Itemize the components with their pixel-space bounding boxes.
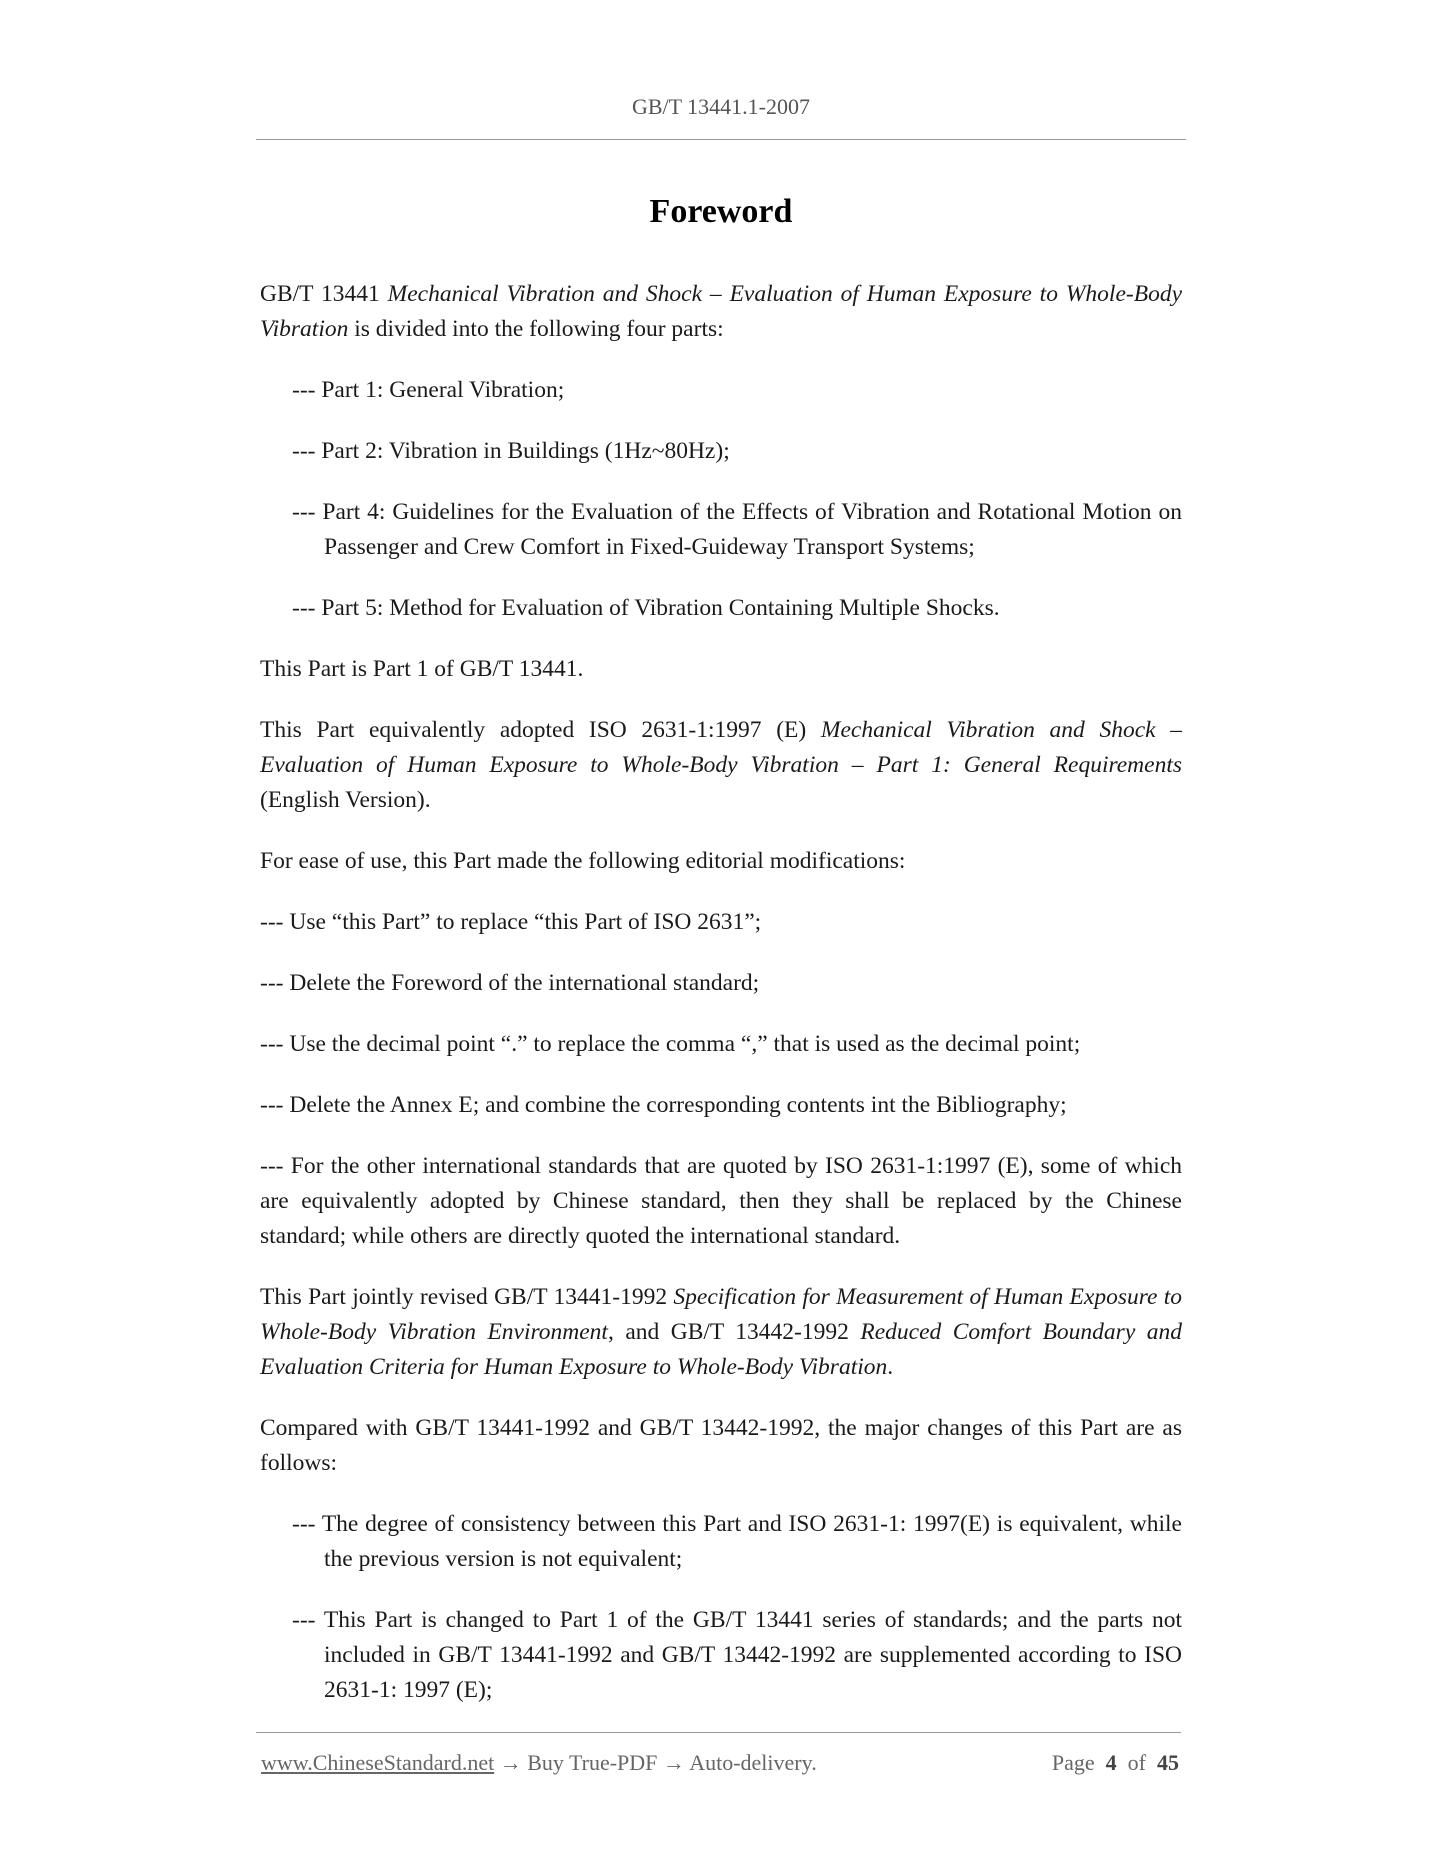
auto-delivery-text: Auto-delivery. [689, 1750, 817, 1775]
parts-list-item: --- Part 2: Vibration in Buildings (1Hz~80Hz); [292, 438, 730, 464]
buy-pdf-text: Buy True-PDF [527, 1750, 658, 1775]
current-page: 4 [1105, 1750, 1117, 1775]
arrow-right-icon: → [662, 1750, 685, 1775]
adoption-paragraph: This Part equivalently adopted ISO 2631-1:1997 (E) Mechanical Vibration and Shock – Evaluation of Human Exposure to Whole-Body Vibration – Part 1: General Requirements (English Version). [260, 717, 1182, 813]
total-pages: 45 [1157, 1750, 1179, 1775]
parts-list-item: --- Part 4: Guidelines for the Evaluation of the Effects of Vibration and Rotational Motion on Passenger and Crew Comfort in Fixed-Guideway Transport Systems; [292, 499, 1182, 560]
website-link[interactable]: www.ChineseStandard.net [261, 1750, 495, 1775]
modification-item: --- Delete the Annex E; and combine the corresponding contents int the Bibliography; [260, 1092, 1067, 1118]
page-number: Page 4 of 45 [1051, 1750, 1179, 1775]
modification-item: --- Delete the Foreword of the international standard; [260, 970, 760, 996]
modification-item: --- Use “this Part” to replace “this Part of ISO 2631”; [260, 909, 762, 935]
parts-list-item: --- Part 5: Method for Evaluation of Vibration Containing Multiple Shocks. [292, 595, 1000, 621]
revised-standard-title-1: Specification for Measurement of Human Exposure to Whole-Body Vibration Environment [260, 1284, 1183, 1345]
changes-intro: Compared with GB/T 13441-1992 and GB/T 13442-1992, the major changes of this Part are as follows: [260, 1415, 1182, 1476]
change-item: --- The degree of consistency between this Part and ISO 2631-1: 1997(E) is equivalent, while the previous version is not equivalent; [292, 1511, 1182, 1572]
document-body [260, 277, 1182, 1708]
modifications-intro: For ease of use, this Part made the following editorial modifications: [260, 848, 906, 874]
header-divider [256, 139, 1186, 140]
change-item: --- This Part is changed to Part 1 of the GB/T 13441 series of standards; and the parts not included in GB/T 13441-1992 and GB/T 13442-1992 are supplemented according to ISO 2631-1: 1997 (E); [292, 1607, 1182, 1703]
revised-standard-title-2: Reduced Comfort Boundary and Evaluation Criteria for Human Exposure to Whole-Body Vibration [260, 1319, 1182, 1380]
iso-title: Mechanical Vibration and Shock – Evaluation of Human Exposure to Whole-Body Vibration – Part 1: General Requirements [260, 717, 1182, 778]
modification-item: --- Use the decimal point “.” to replace the comma “,” that is used as the decimal point; [260, 1031, 1081, 1057]
page-footer [261, 1750, 1179, 1776]
footer-divider [256, 1732, 1181, 1733]
page-title: Foreword [649, 193, 793, 230]
arrow-right-icon: → [499, 1750, 522, 1775]
page-header: GB/T 13441.1-2007 [631, 94, 811, 119]
standard-title: Mechanical Vibration and Shock – Evaluation of Human Exposure to Whole-Body Vibration [260, 281, 1183, 342]
intro-paragraph: GB/T 13441 Mechanical Vibration and Shock – Evaluation of Human Exposure to Whole-Body Vibration is divided into the following four parts: [260, 281, 1183, 342]
modification-item: --- For the other international standards that are quoted by ISO 2631-1:1997 (E), some of which are equivalently adopted by Chinese standard, then they shall be replaced by the Chinese standard; while others are directly quoted the international standard. [260, 1153, 1182, 1249]
revision-paragraph: This Part jointly revised GB/T 13441-1992 Specification for Measurement of Human Exposure to Whole-Body Vibration Environment, and GB/T 13442-1992 Reduced Comfort Boundary and Evaluation Criteria for Human Exposure to Whole-Body Vibration. [260, 1284, 1183, 1380]
parts-list-item: --- Part 1: General Vibration; [292, 377, 565, 403]
part-statement: This Part is Part 1 of GB/T 13441. [260, 656, 584, 682]
